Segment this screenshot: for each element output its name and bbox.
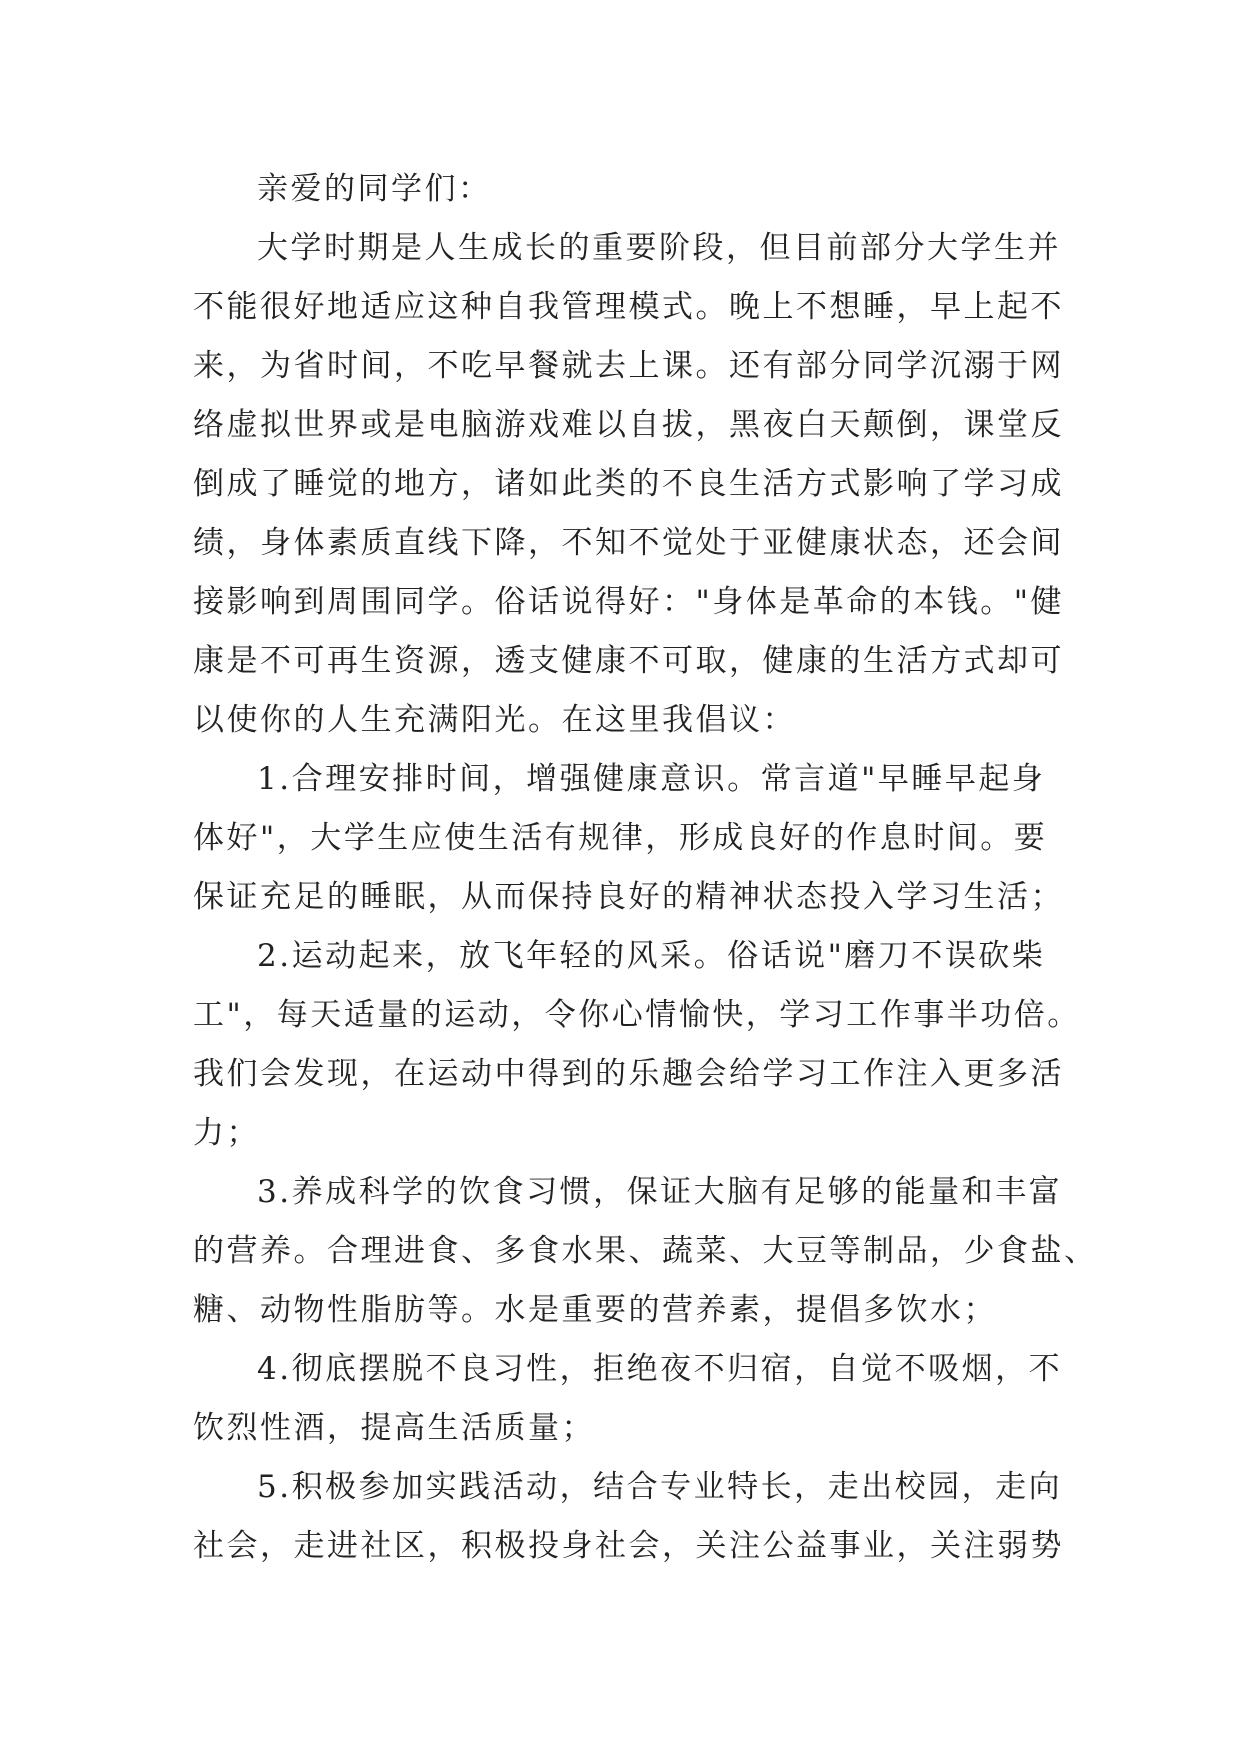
list-item-line: 工"，每天适量的运动，令你心情愉快，学习工作事半功倍。	[193, 997, 1081, 1033]
list-item-line: 力；	[193, 1115, 260, 1151]
list-item-line: 社会，走进社区，积极投身社会，关注公益事业，关注弱势	[193, 1528, 1064, 1564]
list-item-line: 我们会发现，在运动中得到的乐趣会给学习工作注入更多活	[193, 1056, 1064, 1092]
paragraph-line: 大学时期是人生成长的重要阶段，但目前部分大学生并	[257, 230, 1061, 266]
list-item-line: 保证充足的睡眠，从而保持良好的精神状态投入学习生活；	[193, 879, 1064, 915]
list-item-line: 4.彻底摆脱不良习性，拒绝夜不归宿，自觉不吸烟，不	[257, 1351, 1063, 1387]
list-item-line: 糖、动物性脂肪等。水是重要的营养素，提倡多饮水；	[193, 1292, 997, 1328]
paragraph-line: 康是不可再生资源，透支健康不可取，健康的生活方式却可	[193, 643, 1064, 679]
paragraph-line: 倒成了睡觉的地方，诸如此类的不良生活方式影响了学习成	[193, 466, 1064, 502]
list-item-line: 5.积极参加实践活动，结合专业特长，走出校园，走向	[257, 1469, 1063, 1505]
paragraph-line: 来，为省时间，不吃早餐就去上课。还有部分同学沉溺于网	[193, 348, 1064, 384]
list-item-line: 2.运动起来，放飞年轻的风采。俗话说"磨刀不误砍柴	[257, 938, 1046, 974]
list-item-line: 的营养。合理进食、多食水果、蔬菜、大豆等制品，少食盐、	[193, 1233, 1098, 1269]
paragraph-line: 以使你的人生充满阳光。在这里我倡议：	[193, 702, 796, 738]
paragraph-line: 不能很好地适应这种自我管理模式。晚上不想睡，早上起不	[193, 289, 1064, 325]
list-item-line: 饮烈性酒，提高生活质量；	[193, 1410, 595, 1446]
list-item-line: 体好"，大学生应使生活有规律，形成良好的作息时间。要	[193, 820, 1048, 856]
salutation: 亲爱的同学们：	[257, 171, 492, 207]
list-item-line: 1.合理安排时间，增强健康意识。常言道"早睡早起身	[257, 761, 1046, 797]
paragraph-line: 绩，身体素质直线下降，不知不觉处于亚健康状态，还会间	[193, 525, 1064, 561]
letter-body	[193, 160, 1098, 1576]
paragraph-line: 接影响到周围同学。俗话说得好："身体是革命的本钱。"健	[193, 584, 1065, 620]
list-item-line: 3.养成科学的饮食习惯，保证大脑有足够的能量和丰富	[257, 1174, 1063, 1210]
paragraph-line: 络虚拟世界或是电脑游戏难以自拔，黑夜白天颠倒，课堂反	[193, 407, 1064, 443]
